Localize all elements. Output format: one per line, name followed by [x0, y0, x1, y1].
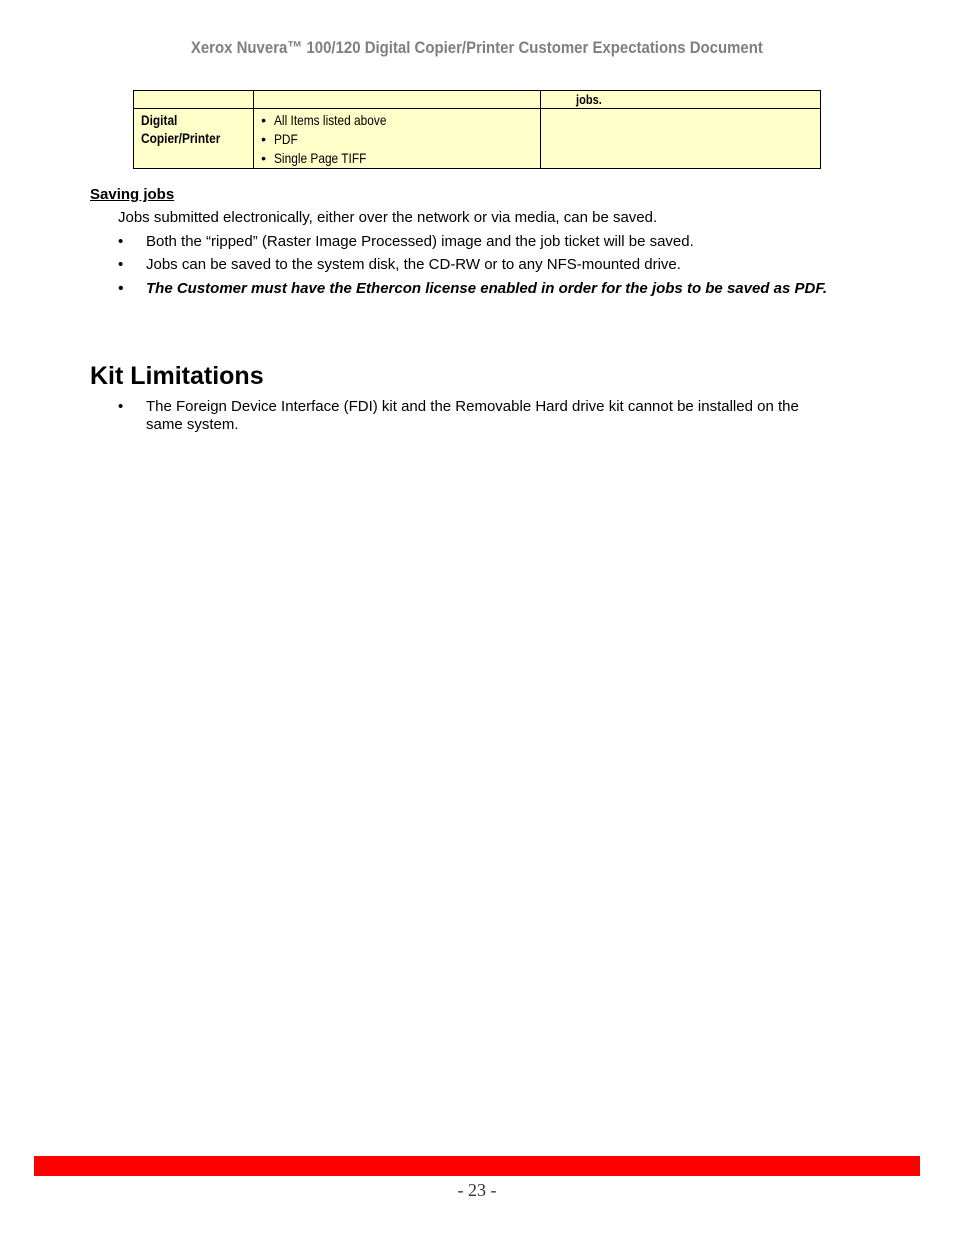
bullet-icon: • — [118, 233, 124, 250]
table-cell — [134, 91, 254, 109]
bullet-text: The Foreign Device Interface (FDI) kit and the Removable Hard drive kit cannot be installed on the same system. — [146, 398, 799, 433]
bullet-text: The Customer must have the Ethercon license enabled in order for the jobs to be saved as PDF. — [146, 280, 827, 297]
device-label-line: Copier/Printer — [141, 130, 221, 146]
page-number: - 23 - — [457, 1180, 497, 1200]
saving-jobs-heading: Saving jobs — [90, 186, 175, 203]
footer-red-bar — [34, 1156, 920, 1176]
format-label: PDF — [274, 131, 298, 147]
device-cell — [134, 109, 254, 169]
table-cell — [254, 91, 540, 109]
bullet-icon: • — [261, 150, 267, 166]
list-item — [118, 398, 828, 434]
saving-jobs-intro: Jobs submitted electronically, either over the network or via media, can be saved. — [118, 209, 658, 226]
formats-cell — [254, 109, 540, 169]
bullet-icon: • — [261, 112, 267, 128]
table-row — [134, 91, 821, 109]
format-label: All Items listed above — [274, 112, 387, 128]
saving-bullet-list — [118, 233, 694, 251]
table-row — [134, 109, 821, 169]
table-cell — [540, 91, 820, 109]
bullet-text: Both the “ripped” (Raster Image Processed) image and the job ticket will be saved. — [146, 233, 694, 250]
formats-list — [254, 109, 539, 168]
jobs-text: jobs. — [575, 92, 602, 107]
bullet-icon: • — [118, 256, 124, 273]
list-item — [261, 149, 539, 168]
document-header-title: Xerox Nuvera™ 100/120 Digital Copier/Printer Customer Expectations Document — [190, 38, 763, 57]
kit-limitations-heading: Kit Limitations — [90, 362, 264, 390]
bullet-icon: • — [118, 280, 124, 297]
saving-bullet-list — [118, 280, 827, 298]
device-label-line: Digital — [141, 112, 178, 128]
table-cell — [540, 109, 820, 169]
list-item — [118, 233, 694, 251]
bullet-icon: • — [118, 398, 124, 415]
bullet-text: Jobs can be saved to the system disk, the CD-RW or to any NFS-mounted drive. — [146, 256, 681, 273]
capabilities-table — [133, 90, 821, 169]
bullet-icon: • — [261, 131, 267, 147]
list-item — [118, 256, 681, 274]
list-item — [118, 280, 827, 298]
list-item — [261, 111, 539, 130]
format-label: Single Page TIFF — [274, 150, 367, 166]
list-item — [261, 130, 539, 149]
kit-bullet-list — [118, 398, 828, 434]
saving-bullet-list — [118, 256, 681, 274]
